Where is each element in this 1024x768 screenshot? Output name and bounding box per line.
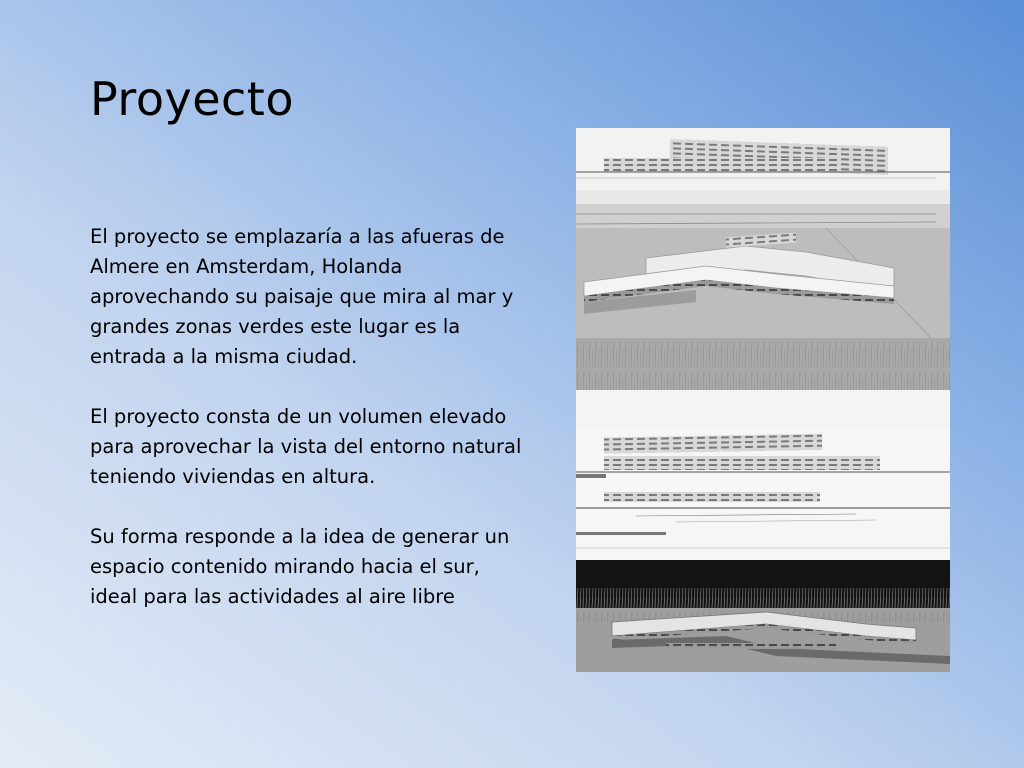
project-model-photo bbox=[576, 128, 950, 672]
body-text bbox=[90, 222, 530, 642]
paragraph-location: El proyecto se emplazaría a las afueras de Almere en Amsterdam, Holanda aprovechando su paisaje que mira al mar y grandes zonas verdes este lugar es la entrada a la misma ciudad. bbox=[90, 225, 514, 368]
paragraph-volume: El proyecto consta de un volumen elevado para aprovechar la vista del entorno natural teniendo viviendas en altura. bbox=[90, 405, 522, 488]
slide-title: Proyecto bbox=[90, 72, 294, 126]
paragraph-form: Su forma responde a la idea de generar un espacio contenido mirando hacia el sur, ideal para las actividades al aire libre bbox=[90, 525, 510, 608]
